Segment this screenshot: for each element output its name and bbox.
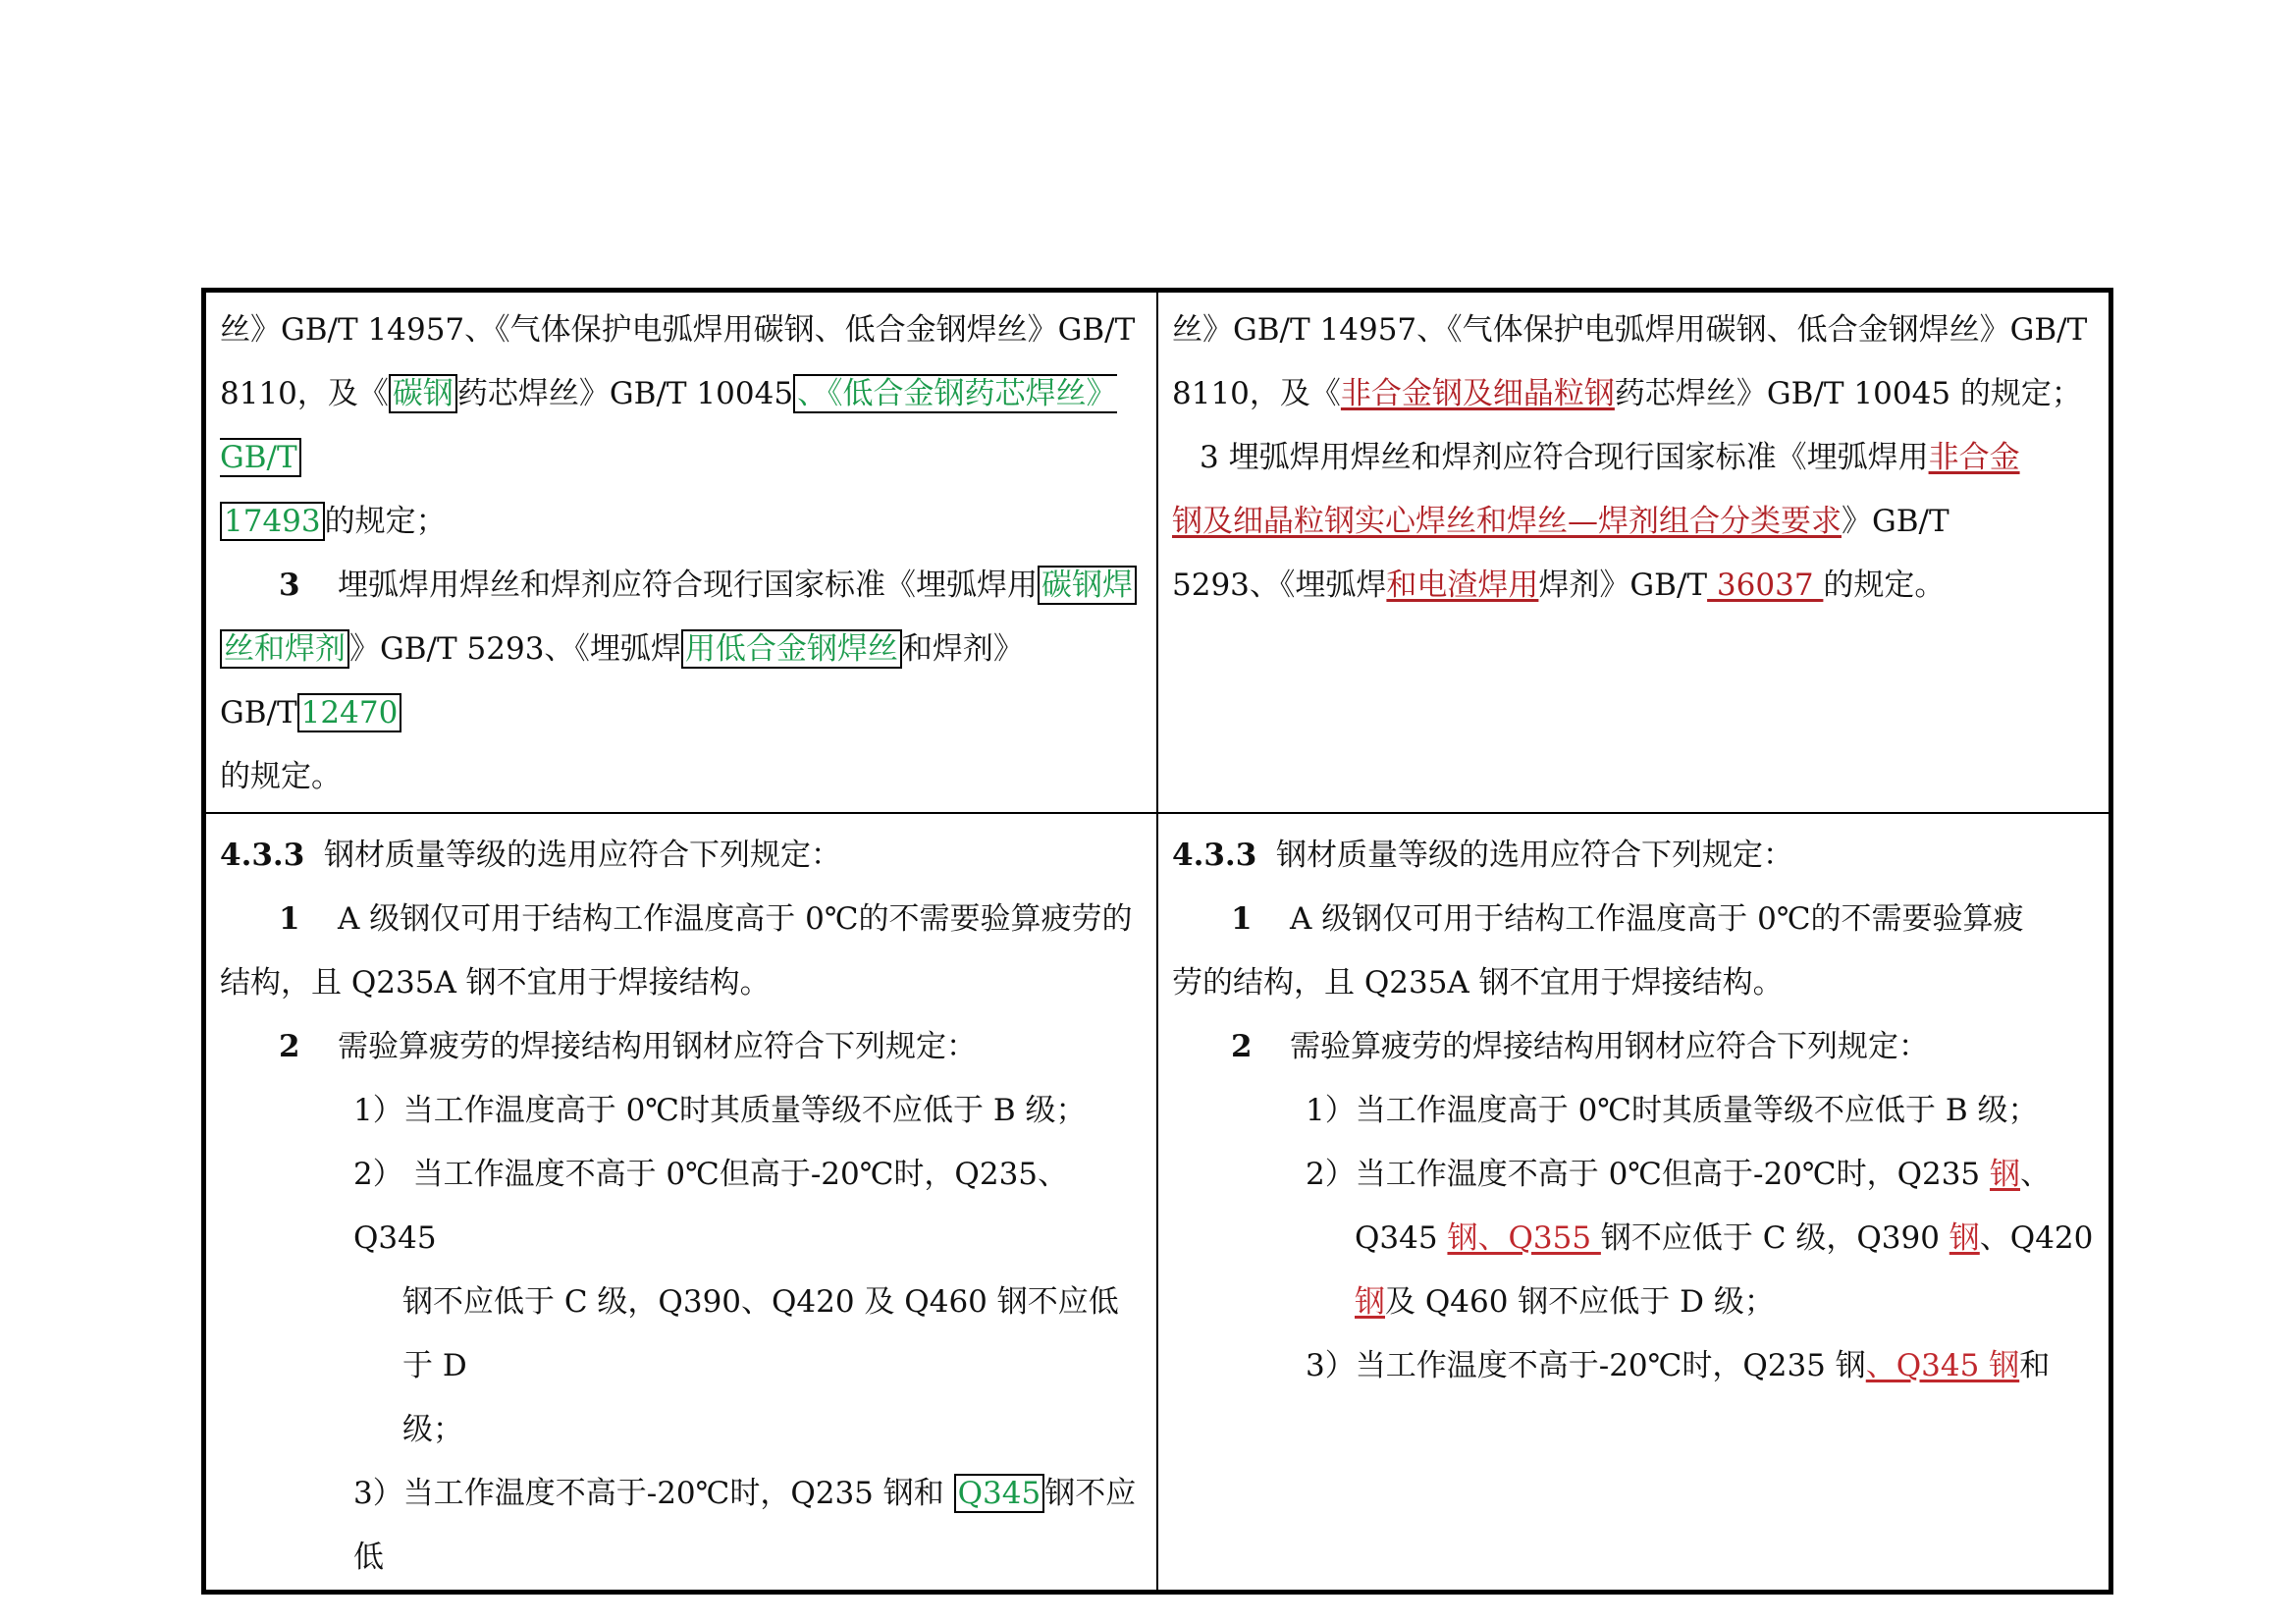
text-line <box>1172 554 2095 618</box>
text-span: 5293、《埋弧焊 <box>1172 568 1387 603</box>
text-line <box>1172 1207 2095 1271</box>
text-span: 药芯焊丝》GB/T 10045 <box>456 376 794 411</box>
item-number: 1 <box>279 901 300 937</box>
text-line <box>220 824 1143 888</box>
text-line <box>220 1143 1143 1271</box>
highlight-box: 12470 <box>297 693 402 732</box>
changed-text: 钢及细晶粒钢实心焊丝和焊丝—焊剂组合分类要求 <box>1172 504 1842 539</box>
text-line <box>220 554 1143 618</box>
text-span: 8110，及《 <box>220 376 389 411</box>
text-span: 的规定。 <box>220 759 342 794</box>
highlight-box: 用低合金钢焊丝 <box>681 629 902 669</box>
text-line <box>1172 490 2095 554</box>
text-span: 和焊剂》GB/T <box>220 631 1024 731</box>
text-span: 结构，且 Q235A 钢不宜用于焊接结构。 <box>220 965 771 1001</box>
section-title: 钢材质量等级的选用应符合下列规定： <box>324 838 842 873</box>
cell-revised-bottom <box>1157 813 2111 1593</box>
text-span: 》GB/T 5293、《埋弧焊 <box>349 631 681 667</box>
highlight-box: 碳钢 <box>389 374 457 413</box>
highlight-box: 、《低合金钢药芯焊丝》GB/T <box>220 376 1117 475</box>
item-number: 2 <box>1231 1029 1253 1064</box>
text-line <box>220 951 1143 1015</box>
changed-text: 钢、Q355 <box>1447 1220 1601 1256</box>
item-number: 2 <box>279 1029 300 1064</box>
text-span: 需验算疲劳的焊接结构用钢材应符合下列规定： <box>1290 1029 1929 1064</box>
item-number: 1 <box>1231 901 1253 937</box>
highlight-box: Q345 <box>954 1474 1045 1513</box>
cell-original-bottom <box>204 813 1158 1593</box>
changed-text: 和电渣焊用 <box>1386 568 1539 603</box>
text-line <box>220 618 1143 745</box>
text-span: 需验算疲劳的焊接结构用钢材应符合下列规定： <box>338 1029 977 1064</box>
highlight-box: 17493 <box>220 502 325 541</box>
text-span: 劳的结构，且 Q235A 钢不宜用于焊接结构。 <box>1172 965 1784 1001</box>
text-line <box>220 490 1143 554</box>
text-span: 1）当工作温度高于 0℃时其质量等级不应低于 B 级； <box>1306 1093 2039 1128</box>
text-line <box>220 1015 1143 1079</box>
text-span: 3 埋弧焊用焊丝和焊剂应符合现行国家标准《埋弧焊用 <box>1200 440 1929 475</box>
changed-text: 、Q345 钢 <box>1865 1348 2020 1383</box>
text-line <box>1172 824 2095 888</box>
text-span: Q345 <box>1355 1220 1448 1256</box>
text-span: 的规定； <box>324 504 447 539</box>
changed-text: 非合金钢及细晶粒钢 <box>1340 376 1615 411</box>
text-span: 丝》GB/T 14957、《气体保护电弧焊用碳钢、低合金钢焊丝》GB/T <box>220 312 1136 348</box>
text-span: 》GB/T <box>1842 504 1949 539</box>
text-span: 钢不应低于 C 级，Q390、Q420 及 Q460 钢不应低于 D <box>402 1284 1119 1383</box>
text-line <box>1172 888 2095 951</box>
text-line <box>1172 298 2095 362</box>
text-line <box>220 1271 1143 1398</box>
highlight-box: 丝和焊剂 <box>220 629 349 669</box>
changed-text: 36037 <box>1707 568 1824 603</box>
text-span: 钢不应低于 C 级，Q390 <box>1600 1220 1949 1256</box>
text-line <box>220 888 1143 951</box>
text-span: 钢不应低 <box>353 1476 1137 1575</box>
changed-text: 钢 <box>1355 1284 1385 1320</box>
text-line <box>220 1462 1143 1590</box>
text-line <box>1172 426 2095 490</box>
text-span: 的规定。 <box>1823 568 1946 603</box>
text-line <box>220 1079 1143 1143</box>
text-span: 1）当工作温度高于 0℃时其质量等级不应低于 B 级； <box>353 1093 1087 1128</box>
text-span: 埋弧焊用焊丝和焊剂应符合现行国家标准《埋弧焊用 <box>338 568 1038 603</box>
changed-text: 钢 <box>1949 1220 1980 1256</box>
item-number: 3 <box>279 568 300 603</box>
table-row <box>204 813 2111 1593</box>
text-span: 及 Q460 钢不应低于 D 级； <box>1385 1284 1775 1320</box>
text-line <box>1172 1079 2095 1143</box>
text-span: 3）当工作温度不高于-20℃时，Q235 钢 <box>1306 1348 1866 1383</box>
text-span: 2）当工作温度不高于 0℃但高于-20℃时，Q235 <box>1306 1157 1991 1192</box>
text-line <box>220 745 1143 809</box>
text-line <box>1172 362 2095 426</box>
text-span: 3）当工作温度不高于-20℃时，Q235 钢和 <box>353 1476 954 1511</box>
text-line <box>1172 1334 2095 1398</box>
section-number: 4.3.3 <box>220 838 305 873</box>
text-span: 8110，及《 <box>1172 376 1341 411</box>
changed-text: 钢 <box>1990 1157 2021 1192</box>
section-title: 钢材质量等级的选用应符合下列规定： <box>1276 838 1794 873</box>
text-line <box>220 298 1143 362</box>
text-span: A 级钢仅可用于结构工作温度高于 0℃的不需要验算疲 <box>1290 901 2024 937</box>
text-span: 和 <box>2019 1348 2051 1383</box>
text-span: 药芯焊丝》GB/T 10045 的规定； <box>1614 376 2082 411</box>
section-number: 4.3.3 <box>1172 838 1257 873</box>
text-span: 级； <box>402 1412 463 1447</box>
text-span: A 级钢仅可用于结构工作温度高于 0℃的不需要验算疲劳的 <box>338 901 1133 937</box>
text-line <box>1172 1143 2095 1207</box>
text-line <box>1172 951 2095 1015</box>
text-span: 、 <box>2020 1157 2052 1192</box>
text-line <box>1172 1015 2095 1079</box>
table-row <box>204 291 2111 814</box>
cell-original-top <box>204 291 1158 814</box>
text-span: 、Q420 <box>1979 1220 2094 1256</box>
text-span: 焊剂》GB/T <box>1538 568 1708 603</box>
text-line <box>1172 1271 2095 1334</box>
comparison-table <box>201 288 2113 1595</box>
cell-revised-top <box>1157 291 2111 814</box>
text-line <box>220 1398 1143 1462</box>
text-span: 丝》GB/T 14957、《气体保护电弧焊用碳钢、低合金钢焊丝》GB/T <box>1172 312 2088 348</box>
text-span: 2） 当工作温度不高于 0℃但高于-20℃时，Q235、Q345 <box>353 1157 1069 1256</box>
highlight-box: 碳钢焊 <box>1038 566 1137 605</box>
text-line <box>220 362 1143 490</box>
changed-text: 非合金 <box>1928 440 2020 475</box>
